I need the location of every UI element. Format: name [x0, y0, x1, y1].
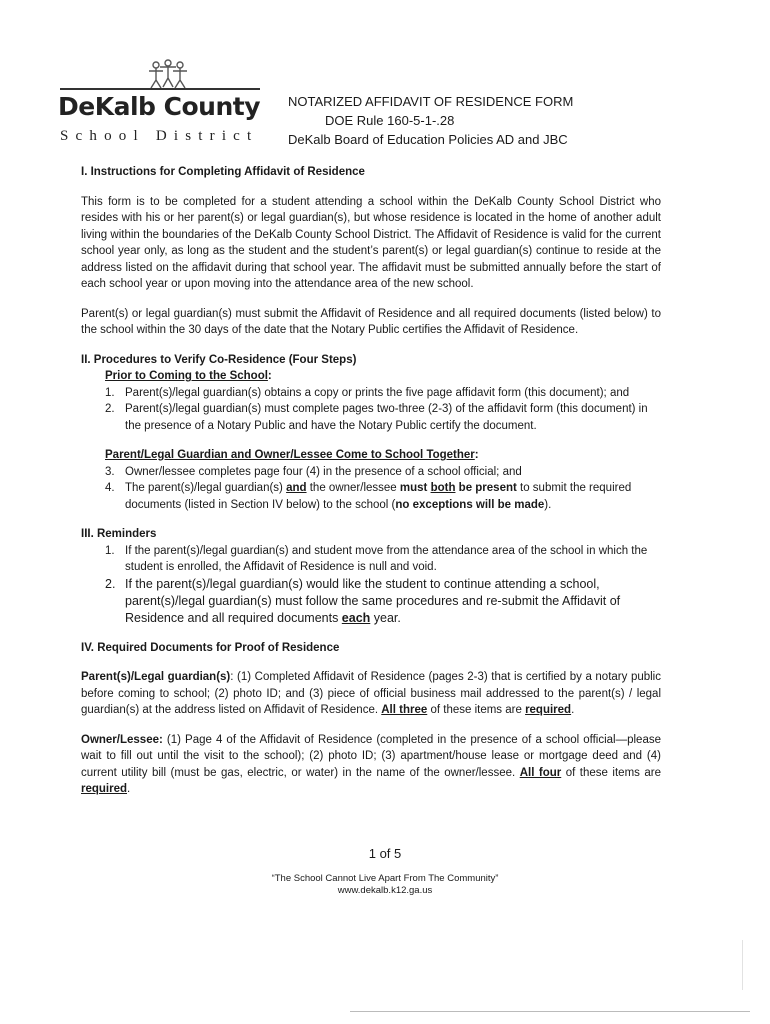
section-1-heading: I. Instructions for Completing Affidavit of Residence	[81, 166, 365, 178]
website-url: www.dekalb.k12.ga.us	[337, 885, 433, 896]
section-1-paragraph-2: Parent(s) or legal guardian(s) must submit the Affidavit of Residence and all required documents (listed below) to the school within the 30 days of the date that the Notary Public certifies the Affidavit of Residence.	[81, 307, 661, 336]
steps-list-b	[81, 464, 661, 514]
subheading-prior: Prior to Coming to the School:	[105, 370, 272, 382]
form-title: NOTARIZED AFFIDAVIT OF RESIDENCE FORM	[288, 94, 574, 109]
form-header	[288, 92, 588, 149]
district-logo	[58, 58, 273, 148]
parent-requirements: Parent(s)/Legal guardian(s): (1) Completed Affidavit of Residence (pages 2-3) that is certified by a notary public before coming to school; (2) photo ID; and (3) piece of official business mail addressed to the parent(s) / legal guardian(s) at the address listed on Affidavit of Residence. All three of these items are required.	[81, 671, 661, 716]
scan-edge-mark	[742, 940, 743, 990]
step-2: 2. Parent(s)/legal guardian(s) must complete pages two-three (2-3) of the affidavit form (this document) in the presence of a Notary Public and have the Notary Public certify the document.	[105, 403, 648, 432]
page-number: 1 of 5	[368, 846, 402, 861]
logo-title: DeKalb County	[58, 92, 260, 121]
step-4: 4. The parent(s)/legal guardian(s) and the owner/lessee must both be present to submit the required documents (listed in Section IV below) to the school (no exceptions will be made).	[105, 482, 632, 511]
step-3: 3. Owner/lessee completes page four (4) in the presence of a school official; and	[105, 465, 522, 478]
doe-rule: DOE Rule 160-5-1-.28	[325, 113, 455, 128]
scan-line	[350, 1011, 750, 1012]
logo-subtitle: School District	[60, 128, 259, 144]
reminder-2: 2. If the parent(s)/legal guardian(s) would like the student to continue attending a school, parent(s)/legal guardian(s) must follow the same procedures and re-submit the Affidavit of Residence and all required documents each year.	[105, 576, 621, 625]
owner-requirements: Owner/Lessee: (1) Page 4 of the Affidavit of Residence (completed in the presence of a school official—please wait to fill out until the visit to the school); (2) photo ID; (3) apartment/house lease or mortgage deed and (4) current utility bill (must be gas, electric, or water) in the name of the owner/lessee. All four of these items are required.	[81, 733, 662, 795]
section-4-heading: IV. Required Documents for Proof of Residence	[81, 641, 340, 654]
footer-motto	[0, 873, 770, 897]
steps-list-a	[81, 385, 661, 435]
subheading-together: Parent/Legal Guardian and Owner/Lessee Come to School Together:	[105, 449, 479, 461]
section-3-heading: III. Reminders	[81, 528, 157, 540]
form-body	[81, 164, 661, 798]
step-1: 1. Parent(s)/legal guardian(s) obtains a copy or prints the five page affidavit form (this document); and	[105, 386, 630, 399]
reminder-1: 1. If the parent(s)/legal guardian(s) and student move from the attendance area of the school in which the student is enrolled, the Affidavit of Residence is null and void.	[105, 544, 648, 573]
reminders-list	[81, 543, 661, 627]
logo-rule	[60, 88, 260, 90]
section-1-paragraph-1: This form is to be completed for a student attending a school within the DeKalb County School District who resides with his or her parent(s) or legal guardian(s), but whose residence is located in the home of another adult living within the boundaries of the DeKalb County School District. The Affidavit of Residence is valid for the current school year only, as long as the student and the student’s parent(s) or legal guardian(s) continue to reside at the address listed on the affidavit during that school year. The affidavit must be submitted annually before the start of each school year or upon moving into the attendance area of the new school.	[81, 195, 661, 290]
motto-text: “The School Cannot Live Apart From The Community”	[271, 873, 499, 884]
figures-emblem-icon	[138, 58, 198, 92]
board-policies: DeKalb Board of Education Policies AD and JBC	[288, 132, 568, 147]
section-2-heading: II. Procedures to Verify Co-Residence (Four Steps)	[81, 353, 357, 366]
